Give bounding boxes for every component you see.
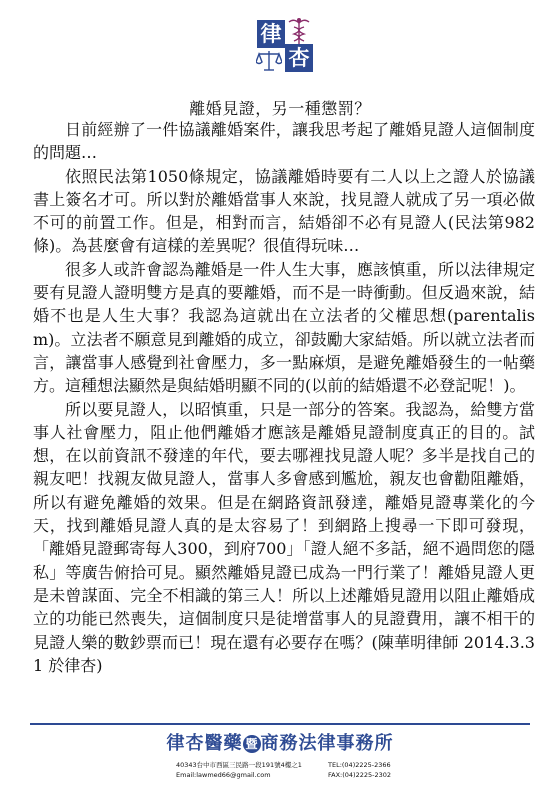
firm-fax: FAX:(04)2225-2302	[328, 771, 392, 779]
logo-char-xing: 杏	[285, 44, 313, 72]
firm-name-mark: 暨	[243, 735, 261, 753]
article-title: 離婚見證，另一種懲罰？	[189, 99, 371, 118]
firm-address: 40343台中市西區三民路一段191號4樓之1	[176, 761, 302, 769]
paragraph-2: 依照民法第1050條規定，協議離婚時要有二人以上之證人於協議書上簽名才可。所以對於離婚當事人來說，找見證人就成了另一項必做不可的前置工作。但是，相對而言，結婚卻不必有見證人(民法第982條)。為甚麼會有這樣的差異呢？很值得玩味…	[33, 166, 535, 256]
firm-logo	[245, 16, 321, 76]
firm-name-part-2: 商務法律事務所	[260, 733, 394, 754]
caduceus-icon	[286, 17, 312, 45]
firm-name-part-1: 律杏醫藥	[166, 733, 243, 754]
paragraph-4: 所以要見證人，以昭慎重，只是一部分的答案。我認為，給雙方當事人社會壓力，阻止他們離婚才應該是離婚見證制度真正的目的。試想，在以前資訊不發達的年代，要去哪裡找見證人呢？多半是找自己的親友吧！找親友做見證人，當事人多會感到尷尬，親友也會勸阻離婚，所以有避免離婚的效果。但是在網路資訊發達，離婚見證專業化的今天，找到離婚見證人真的是太容易了！到網路上搜尋一下即可發現，「離婚見證郵寄每人300，到府700」「證人絕不多話，絕不過問您的隱私」等廣告俯拾可見。顯然離婚見證已成為一門行業了！離婚見證人更是未曾謀面、完全不相識的第三人！所以上述離婚見證用以阻止離婚成立的功能已然喪失，這個制度只是徒增當事人的見證費用，讓不相干的見證人樂的數鈔票而已！現在還有必要存在嗎？(陳華明律師 2014.3.31 於律杏)	[33, 399, 535, 675]
firm-tel: TEL:(04)2225-2366	[328, 761, 391, 769]
paragraph-1: 日前經辦了一件協議離婚案件，讓我思考起了離婚見證人這個制度的問題…	[33, 120, 535, 163]
logo-char-lu: 律	[257, 20, 285, 48]
scales-of-justice-icon	[256, 49, 282, 73]
firm-email[interactable]: Email:lawmed66@gmail.com	[176, 771, 271, 779]
firm-name	[0, 733, 560, 755]
footer-divider	[30, 723, 530, 725]
contact-row-email	[176, 771, 416, 780]
article-body	[33, 118, 535, 677]
paragraph-3: 很多人或許會認為離婚是一件人生大事，應該慎重，所以法律規定要有見證人證明雙方是真的要離婚，而不是一時衝動。但反過來說，結婚不也是人生大事？我認為這就出在立法者的父權思想(parentalism)。立法者不願意見到離婚的成立，卻鼓勵大家結婚。所以就立法者而言，讓當事人感覺到社會壓力，多一點麻煩，是避免離婚發生的一帖藥方。這種想法顯然是與結婚明顯不同的(以前的結婚還不必登記呢！)。	[33, 259, 535, 396]
contact-row-address	[176, 761, 416, 770]
